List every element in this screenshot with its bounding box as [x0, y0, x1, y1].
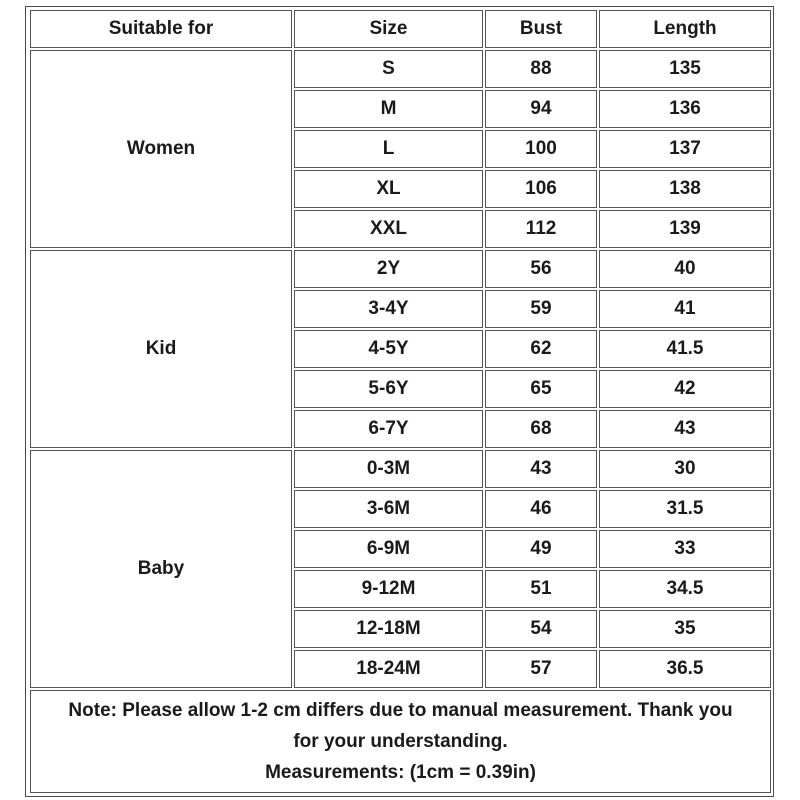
note-line-1: Note: Please allow 1-2 cm differs due to manual measurement. Thank you — [68, 700, 733, 721]
table-cell-length: 139 — [599, 210, 771, 248]
table-cell-size: XXL — [294, 210, 483, 248]
table-cell-size: 2Y — [294, 250, 483, 288]
table-cell-length: 41.5 — [599, 330, 771, 368]
header-size: Size — [294, 10, 483, 48]
table-cell-bust: 94 — [485, 90, 597, 128]
group-label-baby: Baby — [30, 450, 292, 688]
table-cell-size: 9-12M — [294, 570, 483, 608]
table-cell-bust: 106 — [485, 170, 597, 208]
table-cell-size: M — [294, 90, 483, 128]
table-cell-size: 18-24M — [294, 650, 483, 688]
table-cell-bust: 59 — [485, 290, 597, 328]
table-cell-size: 3-4Y — [294, 290, 483, 328]
table-cell-bust: 49 — [485, 530, 597, 568]
measurement-note — [30, 690, 771, 793]
group-label-women: Women — [30, 50, 292, 248]
table-cell-bust: 46 — [485, 490, 597, 528]
header-suitable-for: Suitable for — [30, 10, 292, 48]
table-cell-size: XL — [294, 170, 483, 208]
table-cell-length: 137 — [599, 130, 771, 168]
table-cell-length: 135 — [599, 50, 771, 88]
note-line-2: for your understanding. — [293, 731, 508, 752]
table-cell-length: 33 — [599, 530, 771, 568]
table-cell-length: 30 — [599, 450, 771, 488]
table-cell-length: 41 — [599, 290, 771, 328]
header-bust: Bust — [485, 10, 597, 48]
table-cell-size: 3-6M — [294, 490, 483, 528]
table-cell-bust: 65 — [485, 370, 597, 408]
table-cell-size: 6-7Y — [294, 410, 483, 448]
table-cell-bust: 62 — [485, 330, 597, 368]
table-cell-size: 5-6Y — [294, 370, 483, 408]
group-label-kid: Kid — [30, 250, 292, 448]
table-cell-size: S — [294, 50, 483, 88]
table-cell-size: 0-3M — [294, 450, 483, 488]
table-cell-length: 42 — [599, 370, 771, 408]
table-cell-length: 136 — [599, 90, 771, 128]
table-cell-bust: 88 — [485, 50, 597, 88]
table-cell-length: 40 — [599, 250, 771, 288]
table-cell-bust: 43 — [485, 450, 597, 488]
table-cell-size: 12-18M — [294, 610, 483, 648]
table-cell-bust: 57 — [485, 650, 597, 688]
table-cell-bust: 112 — [485, 210, 597, 248]
table-cell-length: 43 — [599, 410, 771, 448]
table-cell-length: 31.5 — [599, 490, 771, 528]
table-cell-bust: 51 — [485, 570, 597, 608]
table-cell-size: 6-9M — [294, 530, 483, 568]
table-cell-size: L — [294, 130, 483, 168]
table-cell-length: 35 — [599, 610, 771, 648]
table-cell-length: 36.5 — [599, 650, 771, 688]
table-cell-length: 34.5 — [599, 570, 771, 608]
table-cell-bust: 56 — [485, 250, 597, 288]
table-cell-bust: 68 — [485, 410, 597, 448]
note-line-3: Measurements: (1cm = 0.39in) — [265, 762, 536, 783]
table-cell-bust: 100 — [485, 130, 597, 168]
table-cell-size: 4-5Y — [294, 330, 483, 368]
header-length: Length — [599, 10, 771, 48]
table-cell-bust: 54 — [485, 610, 597, 648]
table-cell-length: 138 — [599, 170, 771, 208]
